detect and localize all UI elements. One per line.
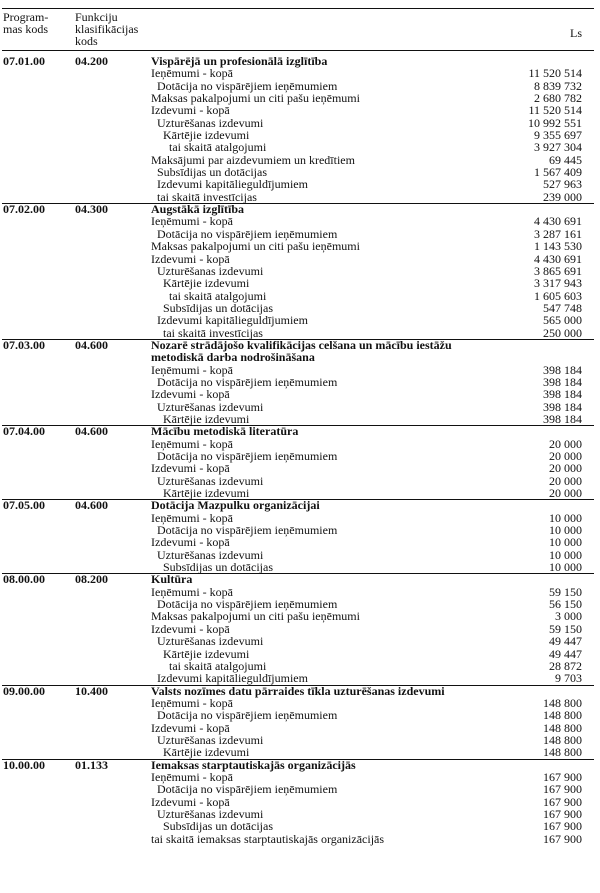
table-row (0, 290, 600, 302)
header-program-code-line1: Program- (3, 10, 49, 24)
table-row (0, 475, 600, 487)
program-code: 07.04.00 (3, 424, 45, 439)
table-row (0, 672, 600, 684)
table-row (0, 265, 600, 277)
header-program-code (3, 11, 73, 35)
table-row (0, 277, 600, 289)
function-code: 10.400 (75, 683, 108, 698)
program-code: 07.05.00 (3, 498, 45, 513)
section-title: Augstākā izglītība (151, 202, 245, 217)
table-row (0, 783, 600, 795)
program-code: 07.01.00 (3, 54, 45, 68)
function-code: 04.600 (75, 337, 108, 352)
row-label: Ieņēmumi - kopā (151, 510, 233, 525)
row-label: Kārtējie izdevumi (163, 646, 250, 661)
row-label: Maksas pakalpojumi un citi pašu ieņēmumi (151, 239, 360, 254)
row-label: Uzturēšanas izdevumi (157, 399, 264, 414)
row-value: 2 680 782 (534, 91, 582, 106)
row-value: 167 900 (543, 831, 582, 846)
row-value: 148 800 (543, 732, 582, 747)
table-row (0, 376, 600, 388)
row-label: Izdevumi - kopā (151, 621, 230, 636)
table-row (0, 388, 600, 400)
section-title: Mācību metodiskā literatūra (151, 424, 299, 439)
row-label: Ieņēmumi - kopā (151, 362, 233, 377)
row-value: 398 184 (543, 411, 582, 426)
row-label: Ieņēmumi - kopā (151, 66, 233, 81)
row-value: 3 927 304 (534, 140, 582, 155)
header-function-code-line2: klasifikācijas (75, 22, 139, 36)
row-label: Izdevumi kapitālieguldījumiem (157, 671, 308, 686)
header-function-code-line1: Funkciju (75, 10, 118, 24)
row-value: 1 143 530 (534, 239, 582, 254)
row-value: 20 000 (549, 461, 582, 476)
row-label: Uzturēšanas izdevumi (157, 732, 264, 747)
row-label: Izdevumi - kopā (151, 387, 230, 402)
table-row (0, 820, 600, 832)
row-label: tai skaitā atalgojumi (169, 288, 267, 303)
table-row (0, 796, 600, 808)
row-value: 167 900 (543, 806, 582, 821)
program-code: 10.00.00 (3, 757, 45, 772)
row-value: 239 000 (543, 189, 582, 204)
row-label: Dotācija no vispārējiem ieņēmumiem (157, 449, 338, 463)
row-value: 20 000 (549, 436, 582, 451)
row-label: Ieņēmumi - kopā (151, 769, 233, 784)
row-value: 59 150 (549, 621, 582, 636)
table-body (0, 55, 600, 845)
row-label: Dotācija no vispārējiem ieņēmumiem (157, 226, 338, 241)
row-value: 11 520 514 (528, 66, 582, 81)
row-label: Kārtējie izdevumi (163, 411, 250, 426)
table-row (0, 117, 600, 129)
table-row (0, 709, 600, 721)
row-value: 1 567 409 (534, 165, 582, 180)
row-label: tai skaitā atalgojumi (169, 658, 267, 673)
row-value: 20 000 (549, 473, 582, 488)
table-row (0, 635, 600, 647)
row-value: 1 605 603 (534, 288, 582, 303)
row-label: Dotācija no vispārējiem ieņēmumiem (157, 523, 338, 538)
row-label: Izdevumi kapitālieguldījumiem (157, 313, 308, 328)
table-row (0, 104, 600, 116)
table-row (0, 722, 600, 734)
table-row (0, 67, 600, 79)
section-header-row (0, 55, 600, 67)
table-row (0, 401, 600, 413)
row-label: Subsīdijas un dotācijas (163, 560, 273, 575)
row-label: Izdevumi kapitālieguldījumiem (157, 177, 308, 192)
row-value: 398 184 (543, 374, 582, 389)
row-value: 10 000 (549, 523, 582, 538)
row-label: tai skaitā atalgojumi (169, 140, 267, 155)
row-value: 547 748 (543, 300, 582, 315)
function-code: 01.133 (75, 757, 108, 772)
row-label: Izdevumi - kopā (151, 103, 230, 118)
row-value: 10 000 (549, 547, 582, 562)
table-row (0, 314, 600, 326)
row-label: Maksas pakalpojumi un citi pašu ieņēmumi (151, 91, 360, 106)
row-value: 527 963 (543, 177, 582, 192)
row-value: 20 000 (549, 486, 582, 501)
row-value: 10 000 (549, 560, 582, 575)
table-row (0, 141, 600, 153)
row-label: tai skaitā investīcijas (157, 189, 257, 204)
row-value: 398 184 (543, 399, 582, 414)
section-title: Vispārējā un profesionālā izglītība (151, 54, 328, 68)
row-label: Subsīdijas un dotācijas (163, 300, 273, 315)
table-row (0, 524, 600, 536)
row-value: 3 317 943 (534, 276, 582, 291)
row-value: 167 900 (543, 782, 582, 797)
section-header-row (0, 685, 600, 697)
row-value: 28 872 (549, 658, 582, 673)
table-row (0, 746, 600, 758)
function-code: 04.600 (75, 498, 108, 513)
row-value: 148 800 (543, 708, 582, 723)
row-label: Kārtējie izdevumi (163, 128, 250, 143)
row-label: Uzturēšanas izdevumi (157, 806, 264, 821)
row-label: Izdevumi - kopā (151, 251, 230, 266)
row-value: 4 430 691 (534, 251, 582, 266)
section-title: Valsts nozīmes datu pārraides tīkla uzturēšanas izdevumi (151, 683, 445, 698)
table-row (0, 253, 600, 265)
row-value: 59 150 (549, 584, 582, 599)
row-value: 250 000 (543, 325, 582, 340)
header-function-code-line3: kods (75, 34, 98, 48)
row-value: 20 000 (549, 449, 582, 463)
section-header-row (0, 499, 600, 511)
table-row (0, 92, 600, 104)
row-value: 10 000 (549, 510, 582, 525)
program-code: 07.03.00 (3, 337, 45, 352)
row-label: Uzturēšanas izdevumi (157, 547, 264, 562)
table-row (0, 154, 600, 166)
row-value: 565 000 (543, 313, 582, 328)
row-value: 10 000 (549, 535, 582, 550)
row-value: 4 430 691 (534, 214, 582, 229)
row-value: 398 184 (543, 362, 582, 377)
table-row (0, 623, 600, 635)
function-code: 04.600 (75, 424, 108, 439)
section-title: Iemaksas starptautiskajās organizācijās (151, 757, 356, 772)
table-row (0, 129, 600, 141)
row-label: Izdevumi - kopā (151, 720, 230, 735)
row-value: 11 520 514 (528, 103, 582, 118)
row-label: Subsīdijas un dotācijas (163, 819, 273, 834)
row-label: Kārtējie izdevumi (163, 486, 250, 501)
function-code: 04.300 (75, 202, 108, 217)
row-label: Ieņēmumi - kopā (151, 584, 233, 599)
row-value: 167 900 (543, 794, 582, 809)
table-row (0, 240, 600, 252)
section-header-row (0, 203, 600, 215)
header-bottom-rule (2, 50, 594, 51)
row-label: Maksājumi par aizdevumiem un kredītiem (151, 152, 355, 167)
section-title: Dotācija Mazpulku organizācijai (151, 498, 320, 513)
table-row (0, 833, 600, 845)
table-row (0, 462, 600, 474)
row-value: 9 355 697 (534, 128, 582, 143)
row-label: Subsīdijas un dotācijas (157, 165, 267, 180)
row-label: Dotācija no vispārējiem ieņēmumiem (157, 597, 338, 612)
section-header-row (0, 425, 600, 437)
row-label: Dotācija no vispārējiem ieņēmumiem (157, 782, 338, 797)
header-currency: Ls (570, 26, 582, 40)
row-label: Kārtējie izdevumi (163, 745, 250, 760)
program-code: 08.00.00 (3, 572, 45, 587)
row-label: tai skaitā investīcijas (163, 325, 263, 340)
row-value: 8 839 732 (534, 78, 582, 93)
row-label: Uzturēšanas izdevumi (157, 473, 264, 488)
row-label: tai skaitā iemaksas starptautiskajās organizācijās (151, 831, 385, 846)
row-value: 49 447 (549, 646, 582, 661)
program-code: 09.00.00 (3, 683, 45, 698)
row-value: 3 865 691 (534, 263, 582, 278)
row-value: 56 150 (549, 597, 582, 612)
table-row (0, 648, 600, 660)
row-value: 148 800 (543, 695, 582, 710)
row-label: Dotācija no vispārējiem ieņēmumiem (157, 708, 338, 723)
row-value: 49 447 (549, 634, 582, 649)
row-label: Izdevumi - kopā (151, 535, 230, 550)
row-value: 69 445 (549, 152, 582, 167)
program-code: 07.02.00 (3, 202, 45, 217)
row-value: 3 287 161 (534, 226, 582, 241)
table-top-rule (2, 8, 594, 9)
header-function-code (75, 11, 155, 47)
table-row (0, 549, 600, 561)
row-value: 167 900 (543, 769, 582, 784)
row-label: Dotācija no vispārējiem ieņēmumiem (157, 374, 338, 389)
table-row (0, 178, 600, 190)
row-label: Uzturēšanas izdevumi (157, 263, 264, 278)
section-header-row (0, 573, 600, 585)
table-row (0, 536, 600, 548)
function-code: 04.200 (75, 54, 108, 68)
row-value: 148 800 (543, 745, 582, 760)
section-title: Nozarē strādājošo kvalifikācijas celšana un mācību iestāžu metodiskā darba nodrošināšana (151, 337, 452, 365)
row-label: Maksas pakalpojumi un citi pašu ieņēmumi (151, 609, 360, 624)
row-label: Izdevumi - kopā (151, 794, 230, 809)
function-code: 08.200 (75, 572, 108, 587)
row-label: Uzturēšanas izdevumi (157, 115, 264, 130)
row-value: 3 000 (555, 609, 582, 624)
table-row (0, 610, 600, 622)
row-label: Izdevumi - kopā (151, 461, 230, 476)
section-header-row (0, 339, 600, 364)
table-row (0, 734, 600, 746)
table-row (0, 215, 600, 227)
row-label: Ieņēmumi - kopā (151, 436, 233, 451)
row-value: 167 900 (543, 819, 582, 834)
row-value: 9 703 (555, 671, 582, 686)
row-value: 10 992 551 (528, 115, 582, 130)
row-label: Ieņēmumi - kopā (151, 695, 233, 710)
row-label: Uzturēšanas izdevumi (157, 634, 264, 649)
row-label: Kārtējie izdevumi (163, 276, 250, 291)
section-header-row (0, 759, 600, 771)
row-label: Dotācija no vispārējiem ieņēmumiem (157, 78, 338, 93)
table-row (0, 808, 600, 820)
header-program-code-line2: mas kods (3, 22, 48, 36)
row-value: 148 800 (543, 720, 582, 735)
row-label: Ieņēmumi - kopā (151, 214, 233, 229)
row-value: 398 184 (543, 387, 582, 402)
section-title: Kultūra (151, 572, 193, 587)
table-row (0, 450, 600, 462)
